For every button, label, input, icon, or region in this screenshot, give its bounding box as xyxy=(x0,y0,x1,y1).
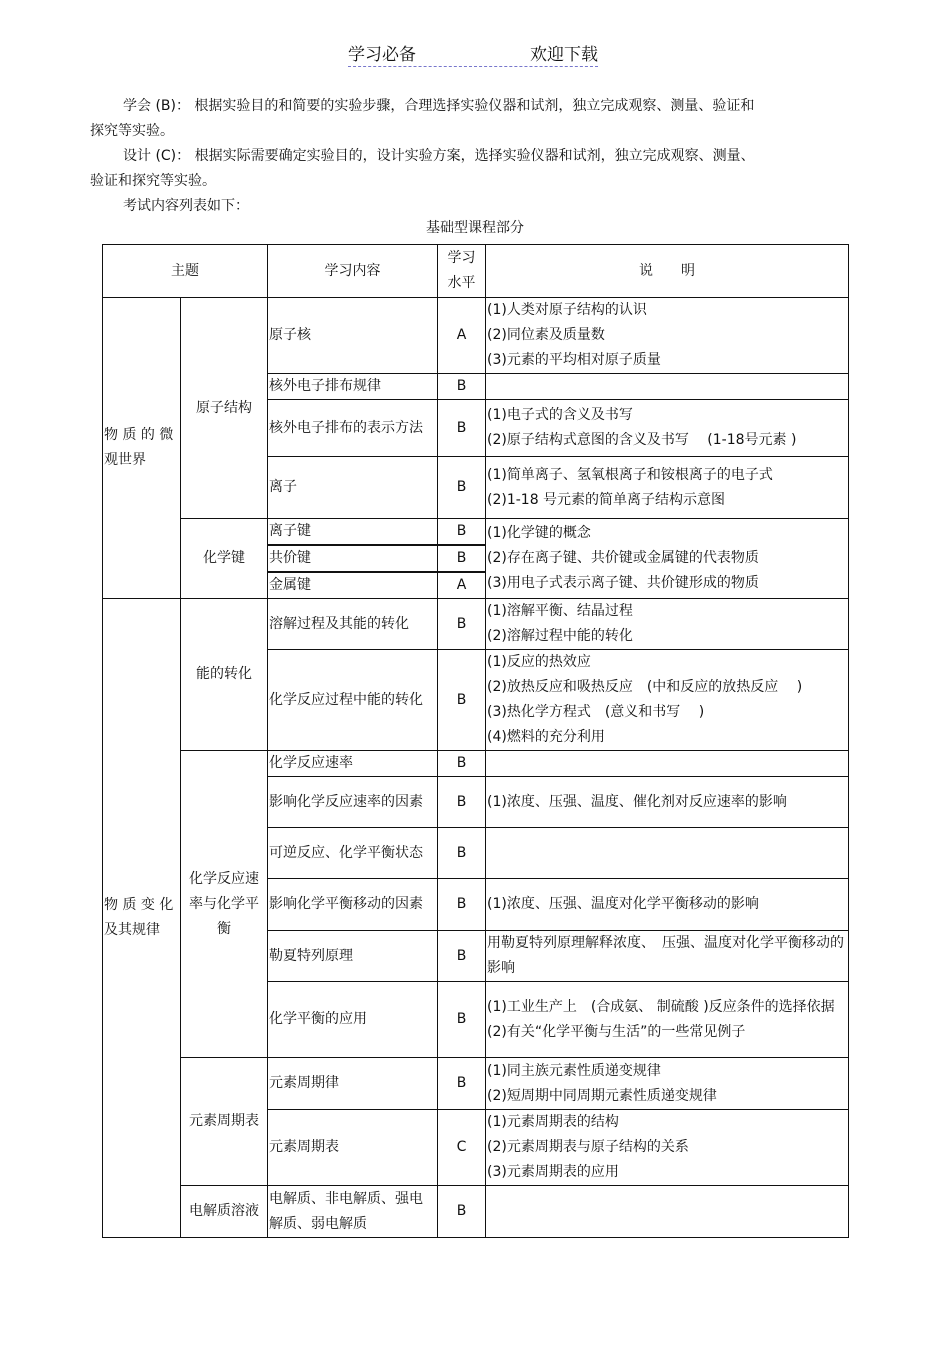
table-row xyxy=(103,1058,849,1110)
table-row xyxy=(103,1186,849,1238)
note-line: (2)元素周期表与原子结构的关系 xyxy=(487,1139,689,1155)
content-cell: 影响化学平衡移动的因素 xyxy=(268,879,438,931)
note-line: (1)反应的热效应 xyxy=(487,654,591,670)
note-cell xyxy=(486,519,849,599)
content-cell: 离子键 xyxy=(268,519,438,546)
header-level-line1: 学习 xyxy=(447,250,476,266)
content-cell: 原子核 xyxy=(268,298,438,374)
content-cell: 离子 xyxy=(268,457,438,519)
content-cell: 金属键 xyxy=(268,572,438,599)
content-cell: 电解质、非电解质、强电解质、弱电解质 xyxy=(268,1186,438,1238)
subtopic-rate-equilibrium xyxy=(181,751,268,1058)
note-cell: (1)浓度、压强、温度对化学平衡移动的影响 xyxy=(486,879,849,931)
level-cell: B xyxy=(438,457,486,519)
content-cell: 勒夏特列原理 xyxy=(268,931,438,982)
level-cell: B xyxy=(438,1186,486,1238)
content-cell: 影响化学反应速率的因素 xyxy=(268,777,438,828)
level-cell: B xyxy=(438,519,486,546)
subtopic-energy: 能的转化 xyxy=(181,599,268,751)
paragraph-design xyxy=(90,144,810,194)
exam-content-table xyxy=(102,244,849,1238)
note-cell: 用勒夏特列原理解释浓度、 压强、温度对化学平衡移动的影响 xyxy=(486,931,849,982)
topic-micro-line1: 物 质 的 微 xyxy=(104,427,174,443)
paragraph-learn-line2: 探究等实验。 xyxy=(90,123,174,139)
content-cell: 化学平衡的应用 xyxy=(268,982,438,1058)
level-cell: B xyxy=(438,828,486,879)
content-cell: 核外电子排布规律 xyxy=(268,374,438,400)
level-cell: B xyxy=(438,931,486,982)
content-cell: 元素周期律 xyxy=(268,1058,438,1110)
subtopic-atom: 原子结构 xyxy=(181,298,268,519)
paragraph-intro-line1: 考试内容列表如下： xyxy=(123,198,249,214)
page-header xyxy=(348,38,598,67)
note-cell xyxy=(486,400,849,457)
content-cell: 共价键 xyxy=(268,545,438,572)
content-cell: 元素周期表 xyxy=(268,1110,438,1186)
table-header-row xyxy=(103,245,849,298)
level-cell: A xyxy=(438,572,486,599)
note-line: (2)放热反应和吸热反应 (中和反应的放热反应 ) xyxy=(487,679,803,695)
table-row xyxy=(103,751,849,777)
header-content: 学习内容 xyxy=(268,245,438,298)
paragraph-design-line1: 设计 (C)： 根据实际需要确定实验目的，设计实验方案，选择实验仪器和试剂，独立完成观察、测量、 xyxy=(123,148,755,164)
note-line: (2)同位素及质量数 xyxy=(487,327,605,343)
paragraph-design-line2: 验证和探究等实验。 xyxy=(90,173,216,189)
table-row xyxy=(103,519,849,546)
subtopic-periodic: 元素周期表 xyxy=(181,1058,268,1186)
note-cell: (1)浓度、压强、温度、催化剂对反应速率的影响 xyxy=(486,777,849,828)
note-line: (2)1-18 号元素的简单离子结构示意图 xyxy=(487,491,726,508)
note-cell xyxy=(486,298,849,374)
note-cell xyxy=(486,599,849,650)
paragraph-learn xyxy=(90,94,810,144)
note-line: (1)溶解平衡、结晶过程 xyxy=(487,603,633,619)
note-line: (2)短周期中同周期元素性质递变规律 xyxy=(487,1087,717,1104)
header-topic: 主题 xyxy=(103,245,268,298)
level-cell: B xyxy=(438,400,486,457)
subtopic-rate-line2: 率与化学平 xyxy=(189,895,259,912)
note-line: (2)溶解过程中能的转化 xyxy=(487,628,633,644)
table-row xyxy=(103,599,849,650)
note-line: (1)简单离子、氢氧根离子和铵根离子的电子式 xyxy=(487,466,773,483)
level-cell: B xyxy=(438,374,486,400)
paragraph-learn-line1: 学会 (B)： 根据实验目的和简要的实验步骤，合理选择实验仪器和试剂，独立完成观察、测量、验证和 xyxy=(123,98,755,114)
note-line: (3)热化学方程式 (意义和书写 ) xyxy=(487,704,705,720)
topic-change-rules xyxy=(103,599,181,1238)
note-line: (4)燃料的充分利用 xyxy=(487,729,605,745)
note-line: (1)人类对原子结构的认识 xyxy=(487,302,647,318)
note-line: (1)同主族元素性质递变规律 xyxy=(487,1062,661,1079)
note-line: (2)有关“化学平衡与生活”的一些常见例子 xyxy=(487,1023,746,1040)
note-cell xyxy=(486,1058,849,1110)
table-row xyxy=(103,298,849,374)
note-line: (1)元素周期表的结构 xyxy=(487,1114,619,1130)
level-cell: B xyxy=(438,545,486,572)
level-cell: A xyxy=(438,298,486,374)
note-cell xyxy=(486,751,849,777)
header-left-text: 学习必备 xyxy=(348,45,416,65)
topic-change-line1: 物 质 变 化 xyxy=(104,897,174,913)
content-cell: 溶解过程及其能的转化 xyxy=(268,599,438,650)
note-line: (2)原子结构式意图的含义及书写 (1-18号元素 ) xyxy=(487,432,797,448)
note-line: (1)化学键的概念 xyxy=(487,525,591,541)
level-cell: C xyxy=(438,1110,486,1186)
level-cell: B xyxy=(438,751,486,777)
header-note: 说 明 xyxy=(486,245,849,298)
level-cell: B xyxy=(438,599,486,650)
note-cell xyxy=(486,1110,849,1186)
topic-micro-line2: 观世界 xyxy=(104,452,146,468)
note-line: (2)存在离子键、共价键或金属键的代表物质 xyxy=(487,550,759,566)
note-cell xyxy=(486,374,849,400)
note-line: (1)电子式的含义及书写 xyxy=(487,407,633,423)
level-cell: B xyxy=(438,879,486,931)
subtopic-rate-line3: 衡 xyxy=(217,920,231,937)
note-cell xyxy=(486,982,849,1058)
header-right-text: 欢迎下载 xyxy=(530,45,598,65)
subtopic-rate-line1: 化学反应速 xyxy=(189,870,259,887)
content-cell: 可逆反应、化学平衡状态 xyxy=(268,828,438,879)
table-caption: 基础型课程部分 xyxy=(426,220,524,236)
content-cell: 化学反应过程中能的转化 xyxy=(268,650,438,751)
note-line: (1)工业生产上 (合成氨、 制硫酸 )反应条件的选择依据 xyxy=(487,998,835,1015)
note-line: (3)用电子式表示离子键、共价键形成的物质 xyxy=(487,575,759,591)
note-cell xyxy=(486,650,849,751)
note-cell xyxy=(486,457,849,519)
note-cell xyxy=(486,1186,849,1238)
subtopic-electrolyte: 电解质溶液 xyxy=(181,1186,268,1238)
content-cell: 核外电子排布的表示方法 xyxy=(268,400,438,457)
content-cell: 化学反应速率 xyxy=(268,751,438,777)
subtopic-bond: 化学键 xyxy=(181,519,268,599)
topic-change-line2: 及其规律 xyxy=(104,922,160,938)
header-level-line2: 水平 xyxy=(447,275,476,291)
level-cell: B xyxy=(438,982,486,1058)
header-level xyxy=(438,245,486,298)
level-cell: B xyxy=(438,1058,486,1110)
paragraph-intro xyxy=(90,194,810,219)
note-cell xyxy=(486,828,849,879)
level-cell: B xyxy=(438,650,486,751)
level-cell: B xyxy=(438,777,486,828)
topic-micro-world xyxy=(103,298,181,599)
note-line: (3)元素的平均相对原子质量 xyxy=(487,352,661,368)
note-line: (3)元素周期表的应用 xyxy=(487,1164,619,1180)
